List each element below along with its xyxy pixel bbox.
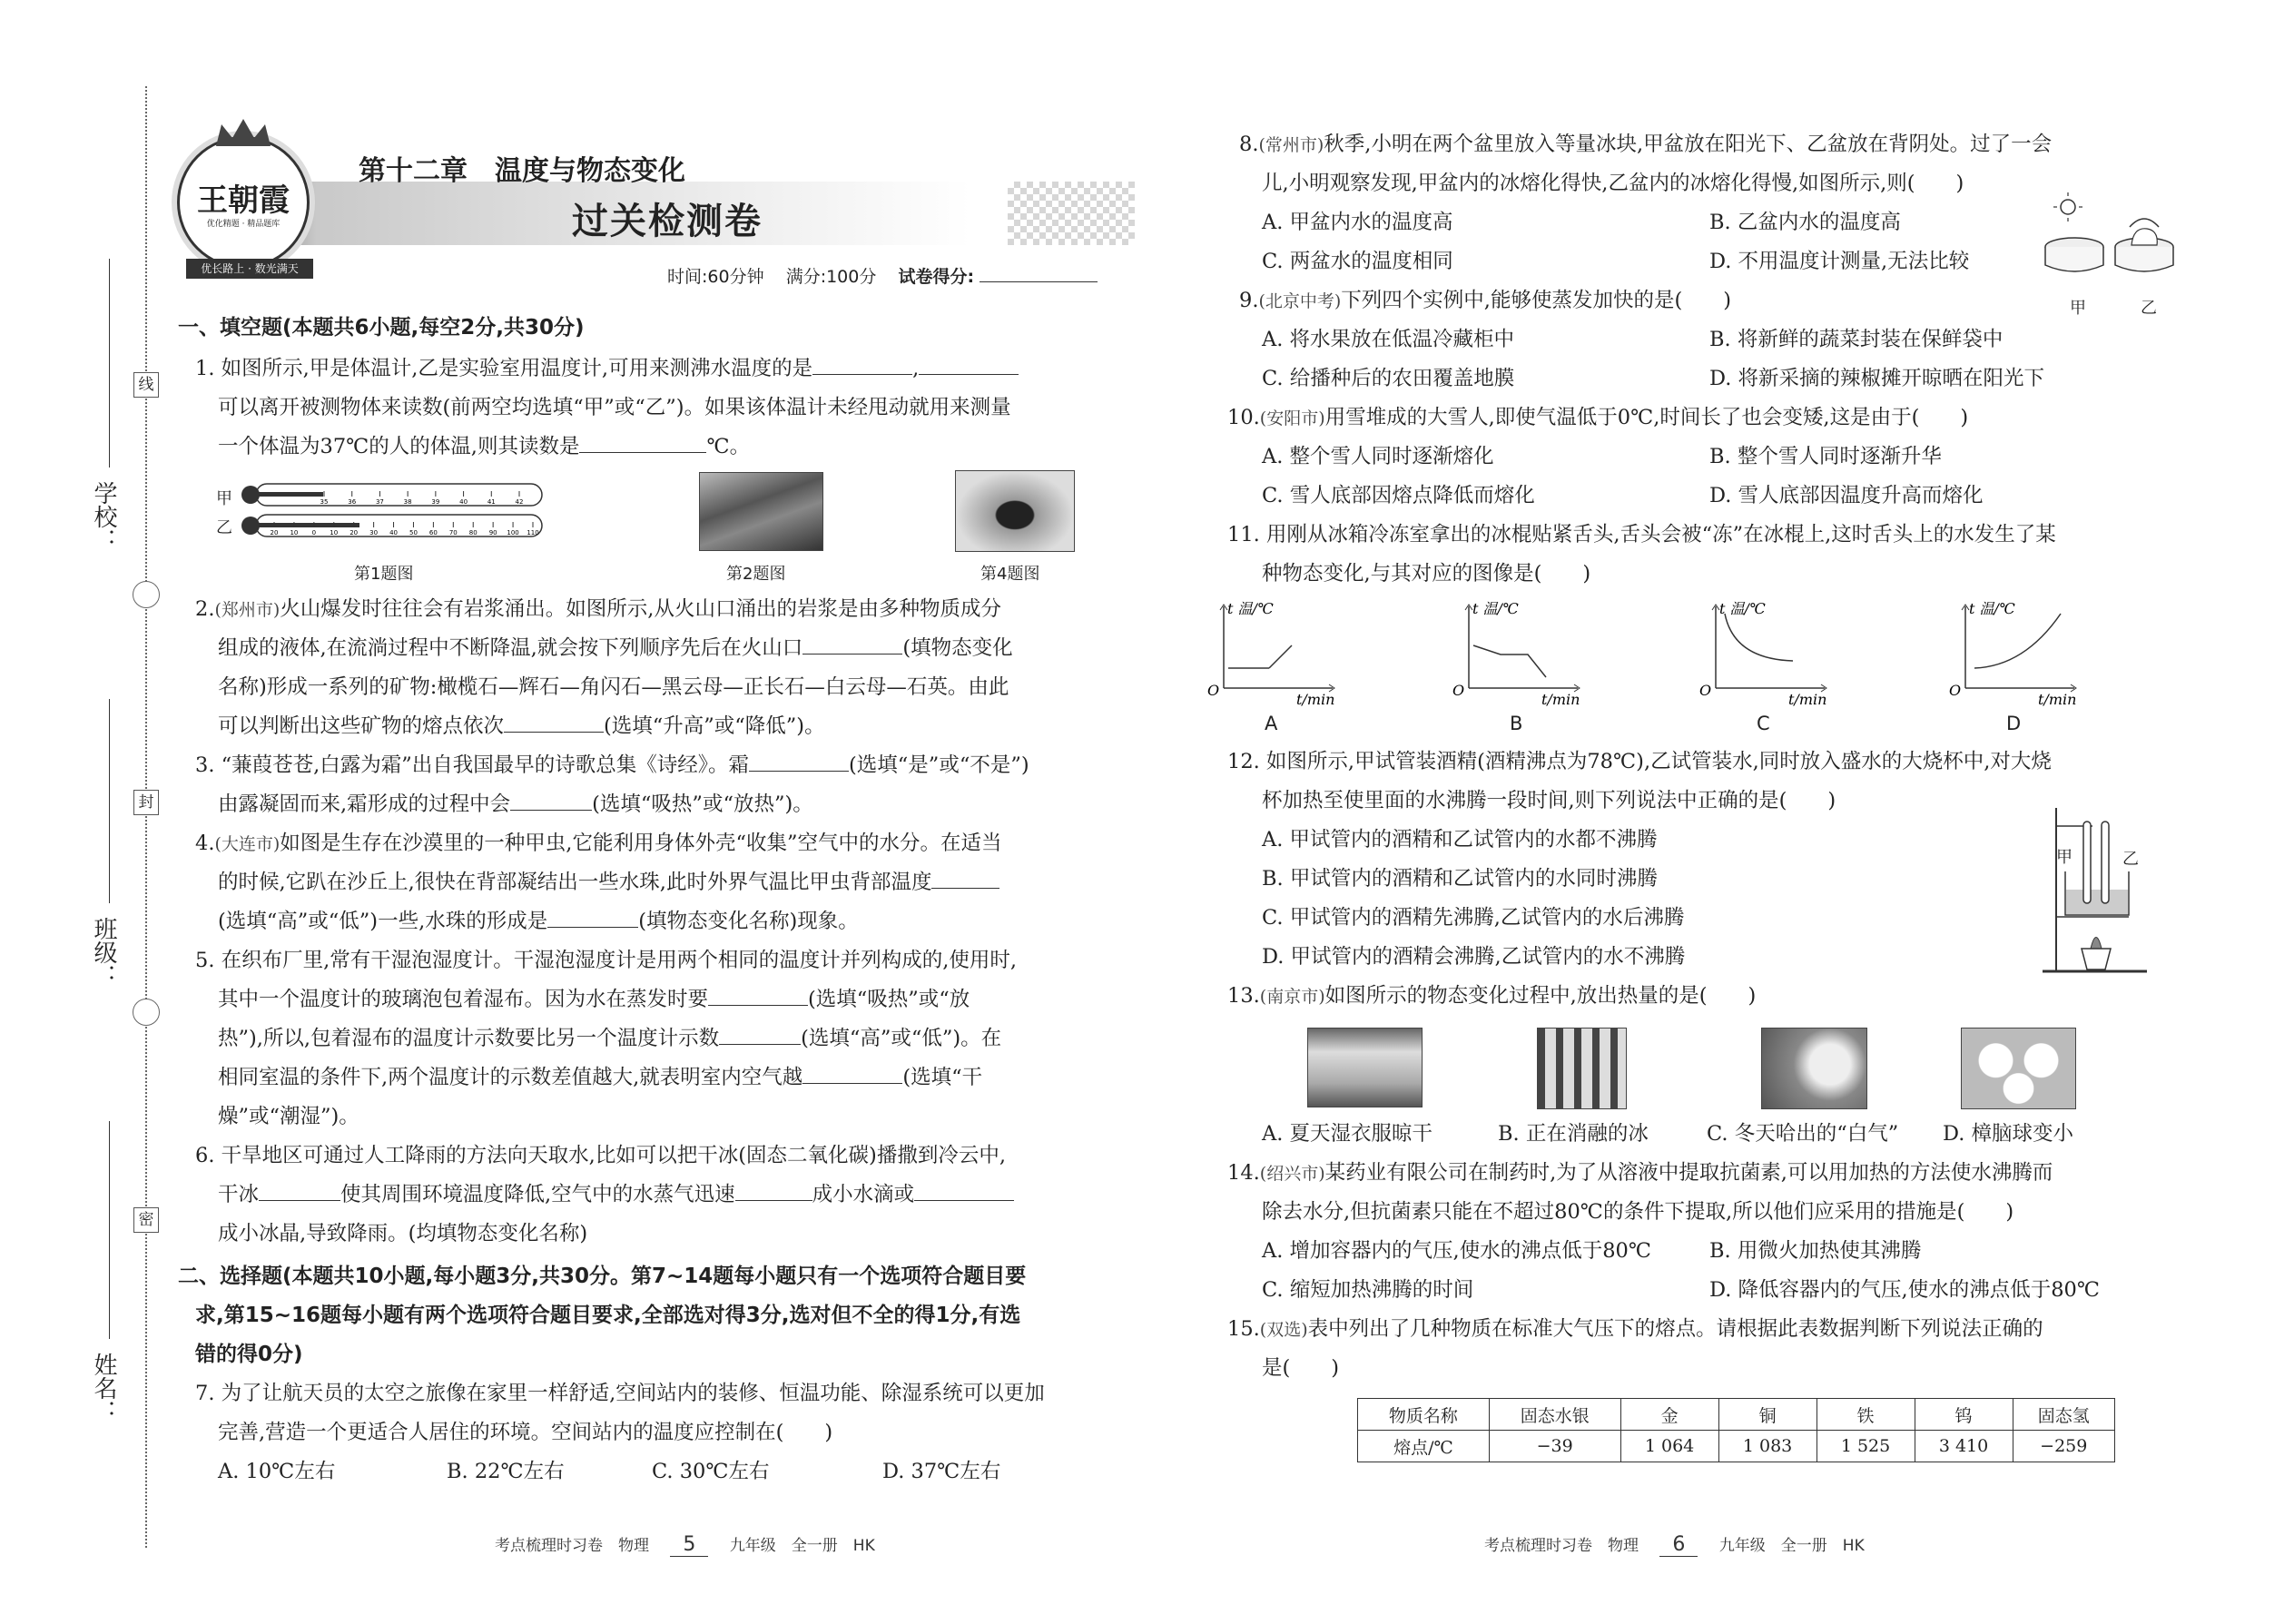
q9-source: (北京中考) [1258, 291, 1342, 311]
q7-option-a[interactable]: A. 10℃左右 [218, 1460, 336, 1483]
q8-source: (常州市) [1258, 135, 1324, 155]
x-axis-label: t/min [2038, 691, 2077, 708]
q1-line2: 可以离开被测物体来读数(前两空均选填“甲”或“乙”)。如果该体温计未经甩动就用来测量 [218, 396, 1011, 419]
thermo-tick-label: 70 [448, 529, 458, 536]
thermo-tick-label: 10 [330, 529, 339, 536]
q10-option-a[interactable]: A. 整个雪人同时逐渐熔化 [1262, 445, 1494, 468]
thermo-tick-label: 100 [507, 529, 519, 536]
name-label: 姓名： [90, 1353, 117, 1423]
q8-option-c[interactable]: C. 两盆水的温度相同 [1262, 250, 1453, 273]
q4-text3: (选填“高”或“低”)一些,水珠的形成是 [218, 910, 548, 933]
tube-yi [2102, 822, 2109, 903]
school-label: 学校： [90, 481, 117, 552]
q1-blank3[interactable] [579, 432, 706, 453]
logo-slogan: 优化精题 · 精品题库 [206, 220, 281, 229]
beetle-photo [955, 470, 1075, 552]
q6-blank2[interactable] [735, 1180, 812, 1201]
q9-line1 [1239, 281, 1731, 321]
q2-line1 [195, 590, 1001, 630]
right-page [1171, 0, 2294, 1624]
q5-blank2[interactable] [719, 1024, 801, 1045]
q6-line2 [218, 1176, 1014, 1215]
fig1-caption: 第1题图 [354, 565, 414, 584]
seal-mark-xian: 线 [133, 372, 159, 398]
q8-line2: 儿,小明观察发现,甲盆内的冰熔化得快,乙盆内的冰熔化得慢,如图所示,则( ) [1262, 172, 1964, 195]
footer-right-text: 考点梳理时习卷 物理 [1484, 1537, 1639, 1555]
q12-option-d[interactable]: D. 甲试管内的酒精会沸腾,乙试管内的水不沸腾 [1262, 945, 1686, 969]
q5-hint2: (选填“高”或“低”)。在 [801, 1027, 1002, 1050]
q2-line2 [218, 629, 1013, 668]
q1-blank1[interactable] [812, 354, 912, 375]
q13-source: (南京市) [1259, 987, 1325, 1007]
graph-curve [1473, 645, 1546, 677]
q8-number: 8. [1239, 133, 1259, 156]
q12-option-b[interactable]: B. 甲试管内的酒精和乙试管内的水同时沸腾 [1262, 867, 1658, 891]
q9-option-d[interactable]: D. 将新采摘的辣椒摊开晾晒在阳光下 [1709, 367, 2045, 390]
thermo-jia-liquid [251, 492, 323, 497]
q5-blank1[interactable] [708, 985, 808, 1006]
exam-full-score: 满分:100分 [785, 267, 877, 287]
q14-option-c[interactable]: C. 缩短加热沸腾的时间 [1262, 1278, 1474, 1302]
q5-line5: 燥”或“潮湿”)。 [218, 1105, 359, 1128]
q14-option-a[interactable]: A. 增加容器内的气压,使水的沸点低于80℃ [1262, 1239, 1652, 1263]
ice-basins-figure [2043, 191, 2179, 295]
origin-label: O [1699, 682, 1712, 699]
footer-left-grade: 九年级 全一册 HK [729, 1537, 875, 1555]
thermo-tick-label: 41 [487, 498, 496, 506]
q11-graph-c[interactable] [1689, 597, 1843, 715]
q6-blank3[interactable] [914, 1180, 1014, 1201]
thermo-tick-label: 39 [431, 498, 440, 506]
x-axis-label: t/min [1788, 691, 1827, 708]
q5-line1: 5. 在织布厂里,常有干湿泡湿度计。干湿泡湿度计是用两个相同的温度计并列构成的,使用时, [195, 949, 1018, 972]
q15-source: (双选) [1259, 1320, 1308, 1340]
q13-line1 [1227, 977, 1756, 1017]
q14-line1 [1227, 1154, 2053, 1194]
q2-blank2[interactable] [504, 712, 604, 733]
graph-curve [1974, 614, 2061, 668]
page-title: 过关检测卷 [572, 201, 763, 242]
q4-line2 [218, 863, 999, 902]
table-cell: 金 [1620, 1399, 1718, 1431]
q14-text1: 某药业有限公司在制药时,为了从溶液中提取抗菌素,可以用加热的方法使水沸腾而 [1324, 1161, 2053, 1185]
q4-number: 4. [195, 832, 215, 855]
chapter-title: 第十二章 温度与物态变化 [359, 155, 685, 187]
q13-option-b[interactable]: B. 正在消融的冰 [1498, 1122, 1649, 1146]
q3-text2: 由露凝固而来,霜形成的过程中会 [218, 792, 511, 816]
thermo-yi-label: 乙 [216, 518, 232, 537]
q5-blank3[interactable] [802, 1063, 902, 1084]
graph-curve [1725, 614, 1793, 661]
tube-jia [2083, 822, 2091, 903]
q8-option-d[interactable]: D. 不用温度计测量,无法比较 [1709, 250, 1970, 273]
fig2-caption: 第2题图 [726, 565, 786, 584]
q8-line1 [1239, 125, 2052, 165]
q1-blank2[interactable] [919, 354, 1019, 375]
q5-line3 [218, 1019, 1001, 1058]
q4-line3 [218, 902, 859, 941]
q11-option-a[interactable]: A [1265, 713, 1278, 734]
thermo-tick-label: 36 [348, 498, 357, 506]
q4-source: (大连市) [214, 834, 281, 854]
thermo-jia-label: 甲 [216, 489, 232, 508]
q4-blank2[interactable] [547, 907, 638, 928]
q10-line1 [1227, 399, 1968, 438]
logo-crown [216, 119, 271, 146]
table-cell: 1 083 [1718, 1431, 1816, 1462]
q2-hint: (填物态变化 [902, 636, 1013, 660]
table-cell: 铁 [1816, 1399, 1915, 1431]
q1-text: 1. 如图所示,甲是体温计,乙是实验室用温度计,可用来测沸水温度的是 [195, 357, 813, 380]
q11-graph-d[interactable] [1938, 597, 2092, 715]
q9-option-a[interactable]: A. 将水果放在低温冷藏柜中 [1262, 328, 1515, 351]
q13-option-d[interactable]: D. 樟脑球变小 [1943, 1122, 2074, 1146]
q12-option-a[interactable]: A. 甲试管内的酒精和乙试管内的水都不沸腾 [1262, 828, 1658, 851]
q4-text2: 的时候,它趴在沙丘上,很快在背部凝结出一些水珠,此时外界气温比甲虫背部温度 [218, 871, 932, 894]
q6-text2c: 成小水滴或 [812, 1183, 915, 1206]
q3-blank2[interactable] [510, 790, 592, 811]
section1-heading: 一、填空题(本题共6小题,每空2分,共30分) [178, 316, 585, 340]
exam-time: 时间:60分钟 [667, 267, 764, 287]
origin-label: O [1452, 682, 1465, 699]
thermo-tick-label: 20 [270, 529, 279, 536]
table-cell: 固态氢 [2013, 1399, 2114, 1431]
fig4-caption: 第4题图 [980, 565, 1040, 584]
thermo-tick-label: 20 [350, 529, 359, 536]
q1-text3: 一个体温为37℃的人的体温,则其读数是 [218, 435, 580, 458]
q2-line3: 名称)形成一系列的矿物:橄榄石—辉石—角闪石—黑云母—正长石—白云母—石英。由此 [218, 675, 1009, 699]
x-axis-label: t/min [1541, 691, 1580, 708]
q2-hint2: (选填“升高”或“降低”)。 [604, 714, 825, 738]
class-label: 班级： [90, 917, 117, 988]
q15-text1: 表中列出了几种物质在标准大气压下的熔点。请根据此表数据判断下列说法正确的 [1307, 1317, 2043, 1341]
q9-option-c[interactable]: C. 给播种后的农田覆盖地膜 [1262, 367, 1515, 390]
q5-hint1: (选填“吸热”或“放 [808, 988, 970, 1011]
table-cell: 固态水银 [1489, 1399, 1620, 1431]
q10-option-c[interactable]: C. 雪人底部因熔点降低而熔化 [1262, 484, 1535, 507]
logo-badge [177, 136, 310, 269]
seal-mark-feng: 封 [133, 790, 159, 815]
y-axis-label: t 温/℃ [1227, 600, 1274, 617]
thermo-tick-label: 37 [375, 498, 384, 506]
q14-option-b[interactable]: B. 用微火加热使其沸腾 [1709, 1239, 1922, 1263]
q7-line1: 7. 为了让航天员的太空之旅像在家里一样舒适,空间站内的装修、恒温功能、除湿系统可以更加 [195, 1382, 1045, 1405]
q11-option-b[interactable]: B [1510, 713, 1523, 734]
q2-number: 2. [195, 597, 215, 621]
thermo-tick-label: 80 [468, 529, 478, 536]
q5-line4 [218, 1058, 982, 1097]
q8-option-b[interactable]: B. 乙盆内水的温度高 [1709, 211, 1901, 234]
q9-number: 9. [1239, 289, 1259, 312]
logo-text: 王朝霞 [197, 182, 290, 219]
q7-line2: 完善,营造一个更适合人居住的环境。空间站内的温度应控制在( ) [218, 1421, 833, 1444]
thermo-tick-label: 110 [527, 529, 539, 536]
q1-comma: , [912, 357, 920, 380]
thermo-tick-label: 10 [290, 529, 299, 536]
q13-text1: 如图所示的物态变化过程中,放出热量的是( ) [1324, 984, 1757, 1008]
table-row [1358, 1431, 2115, 1462]
q10-source: (安阳市) [1259, 408, 1325, 428]
y-axis-label: t 温/℃ [1969, 600, 2015, 617]
q2-source: (郑州市) [214, 600, 281, 620]
q1-unit: ℃。 [706, 435, 751, 458]
q11-graph-a[interactable] [1196, 597, 1351, 715]
volcano-photo [699, 472, 823, 551]
breath-fog-photo [1761, 1028, 1867, 1109]
q8-label-jia: 甲 [2070, 299, 2086, 318]
q11-graph-b[interactable] [1442, 597, 1596, 715]
q2-blank1[interactable] [802, 634, 902, 655]
q5-text3: 热”),所以,包着湿布的温度计示数要比另一个温度计示数 [218, 1027, 720, 1050]
burner [2082, 949, 2111, 969]
q3-hint2: (选填“吸热”或“放热”)。 [592, 792, 813, 816]
umbrella-icon [2130, 219, 2159, 227]
table-header-row [1358, 1399, 2115, 1431]
q3-line1 [195, 746, 1029, 785]
q2-text1: 火山爆发时往往会有岩浆涌出。如图所示,从火山口涌出的岩浆是由多种物质成分 [280, 597, 1001, 621]
thermo-tick-label: 0 [311, 529, 317, 536]
q6-text2b: 使其周围环境温度降低,空气中的水蒸气迅速 [340, 1183, 735, 1206]
q14-option-d[interactable]: D. 降低容器内的气压,使水的沸点低于80℃ [1709, 1278, 2100, 1302]
q13-option-c[interactable]: C. 冬天哈出的“白气” [1707, 1122, 1899, 1146]
table-cell: 熔点/℃ [1358, 1431, 1490, 1462]
q6-line3: 成小冰晶,导致降雨。(均填物态变化名称) [218, 1222, 588, 1245]
ice-block [2132, 229, 2157, 245]
table-cell: −39 [1489, 1431, 1620, 1462]
q14-line2: 除去水分,但抗菌素只能在不超过80℃的条件下提取,所以他们应采用的措施是( ) [1262, 1200, 2014, 1224]
section2-heading-line3: 错的得0分) [195, 1343, 303, 1366]
q12-option-c[interactable]: C. 甲试管内的酒精先沸腾,乙试管内的水后沸腾 [1262, 906, 1685, 930]
table-cell: 钨 [1915, 1399, 2013, 1431]
footer-right-grade: 九年级 全一册 HK [1718, 1537, 1865, 1555]
footer-left-page: 5 [670, 1533, 708, 1557]
q4-blank1[interactable] [931, 868, 999, 889]
q6-line1: 6. 干旱地区可通过人工降雨的方法向天取水,比如可以把干冰(固态二氧化碳)播撒到冷云中, [195, 1144, 1006, 1167]
melting-point-table [1357, 1398, 2115, 1462]
mothballs-photo [1961, 1028, 2076, 1109]
q3-blank1[interactable] [749, 751, 849, 772]
q12-label-yi: 乙 [2122, 850, 2139, 869]
table-cell: 1 525 [1816, 1431, 1915, 1462]
q13-number: 13. [1227, 984, 1260, 1008]
thermo-tick-label: 42 [515, 498, 524, 506]
thermo-tick-label: 35 [320, 498, 329, 506]
q4-text1: 如图是生存在沙漠里的一种甲虫,它能利用身体外壳“收集”空气中的水分。在适当 [280, 832, 1002, 855]
exam-info [667, 261, 1098, 288]
thermo-tick-label: 30 [369, 529, 379, 536]
q8-option-a[interactable]: A. 甲盆内水的温度高 [1262, 211, 1453, 234]
thermo-tick-label: 38 [403, 498, 412, 506]
burner-flame-icon [2091, 938, 2102, 950]
q3-text1: 3. “蒹葭苍苍,白露为霜”出自我国最早的诗歌总集《诗经》。霜 [195, 753, 750, 777]
checker-pattern [1008, 182, 1135, 245]
q15-line2: 是( ) [1262, 1356, 1340, 1380]
exam-score-label: 试卷得分: [898, 267, 975, 287]
q10-number: 10. [1227, 406, 1260, 429]
section2-heading-line1: 二、选择题(本题共10小题,每小题3分,共30分。第7~14题每小题只有一个选项符合题目要 [178, 1265, 1027, 1288]
q5-text4: 相同室温的条件下,两个温度计的示数差值越大,就表明室内空气越 [218, 1066, 803, 1089]
q14-source: (绍兴市) [1259, 1164, 1325, 1184]
q4-hint: (填物态变化名称)现象。 [638, 910, 859, 933]
q11-line1: 11. 用刚从冰箱冷冻室拿出的冰棍贴紧舌头,舌头会被“冻”在冰棍上,这时舌头上的水发生了某 [1227, 523, 2056, 546]
q6-blank1[interactable] [259, 1180, 340, 1201]
q4-line1 [195, 824, 1001, 864]
q13-option-a[interactable]: A. 夏天湿衣服晾干 [1262, 1122, 1433, 1146]
q15-number: 15. [1227, 1317, 1260, 1341]
thermo-tick-label: 60 [428, 529, 438, 536]
footer-right-page: 6 [1659, 1533, 1698, 1557]
table-cell: 3 410 [1915, 1431, 2013, 1462]
exam-score-field[interactable] [980, 261, 1098, 282]
q3-line2 [218, 785, 813, 824]
q10-text1: 用雪堆成的大雪人,即使气温低于0℃,时间长了也会变矮,这是由于( ) [1324, 406, 1969, 429]
thermo-yi-liquid [251, 523, 359, 527]
footer-left [495, 1532, 875, 1557]
footer-right [1484, 1532, 1865, 1557]
q11-option-d[interactable]: D [2006, 713, 2022, 734]
table-cell: 铜 [1718, 1399, 1816, 1431]
q8-label-yi: 乙 [2141, 299, 2157, 318]
table-cell: 物质名称 [1358, 1399, 1490, 1431]
q14-number: 14. [1227, 1161, 1260, 1185]
footer-left-text: 考点梳理时习卷 物理 [495, 1537, 649, 1555]
q7-option-d[interactable]: D. 37℃左右 [882, 1460, 1001, 1483]
thermometer-figure [238, 477, 556, 547]
logo-ribbon: 优长路上 · 数光满天 [186, 259, 313, 279]
q5-text2: 其中一个温度计的玻璃泡包着湿布。因为水在蒸发时要 [218, 988, 709, 1011]
q9-text1: 下列四个实例中,能够使蒸发加快的是( ) [1341, 289, 1732, 312]
q1-line3 [218, 428, 750, 467]
thermo-tick-label: 50 [409, 529, 418, 536]
q11-line2: 种物态变化,与其对应的图像是( ) [1262, 562, 1591, 586]
thermo-tick-label: 40 [459, 498, 468, 506]
q8-text1: 秋季,小明在两个盆里放入等量冰块,甲盆放在阳光下、乙盆放在背阴处。过了一会 [1324, 133, 2053, 156]
q2-line4 [218, 707, 825, 746]
q11-option-c[interactable]: C [1757, 713, 1770, 734]
section2-heading-line2: 求,第15~16题每小题有两个选项符合题目要求,全部选对得3分,选对但不全的得1分,有选 [195, 1304, 1021, 1327]
q9-option-b[interactable]: B. 将新鲜的蔬菜封装在保鲜袋中 [1709, 328, 2004, 351]
wet-clothes-photo [1307, 1028, 1423, 1107]
q12-line2: 杯加热至使里面的水沸腾一段时间,则下列说法中正确的是( ) [1262, 789, 1836, 812]
thermo-tick-label: 40 [389, 529, 398, 536]
q7-option-b[interactable]: B. 22℃左右 [447, 1460, 565, 1483]
origin-label: O [1207, 682, 1220, 699]
beaker-water [2066, 890, 2128, 914]
q12-line1: 12. 如图所示,甲试管装酒精(酒精沸点为78℃),乙试管装水,同时放入盛水的大烧杯中,对大烧 [1227, 750, 2052, 773]
q10-option-d[interactable]: D. 雪人底部因温度升高而熔化 [1709, 484, 1984, 507]
q5-line2 [218, 980, 970, 1019]
graph-curve [1228, 645, 1292, 668]
y-axis-label: t 温/℃ [1719, 600, 1766, 617]
melting-ice-photo [1537, 1028, 1627, 1109]
q7-option-c[interactable]: C. 30℃左右 [652, 1460, 770, 1483]
q6-text2a: 干冰 [218, 1183, 260, 1206]
x-axis-label: t/min [1296, 691, 1335, 708]
thermo-tick-label: 90 [488, 529, 497, 536]
y-axis-label: t 温/℃ [1472, 600, 1519, 617]
q10-option-b[interactable]: B. 整个雪人同时逐渐升华 [1709, 445, 1942, 468]
sun-icon [2061, 200, 2075, 214]
origin-label: O [1949, 682, 1962, 699]
q15-line1 [1227, 1310, 2043, 1350]
q3-hint1: (选填“是”或“不是”) [849, 753, 1029, 777]
q1-line1 [195, 349, 1019, 389]
q2-text2: 组成的液体,在流淌过程中不断降温,就会按下列顺序先后在火山口 [218, 636, 803, 660]
table-cell: 1 064 [1620, 1431, 1718, 1462]
q12-label-jia: 甲 [2056, 848, 2072, 867]
q2-text4: 可以判断出这些矿物的熔点依次 [218, 714, 505, 738]
seal-mark-mi: 密 [133, 1207, 159, 1233]
beaker-apparatus-figure [2038, 799, 2156, 980]
table-cell: −259 [2013, 1431, 2114, 1462]
q5-hint3: (选填“干 [902, 1066, 983, 1089]
